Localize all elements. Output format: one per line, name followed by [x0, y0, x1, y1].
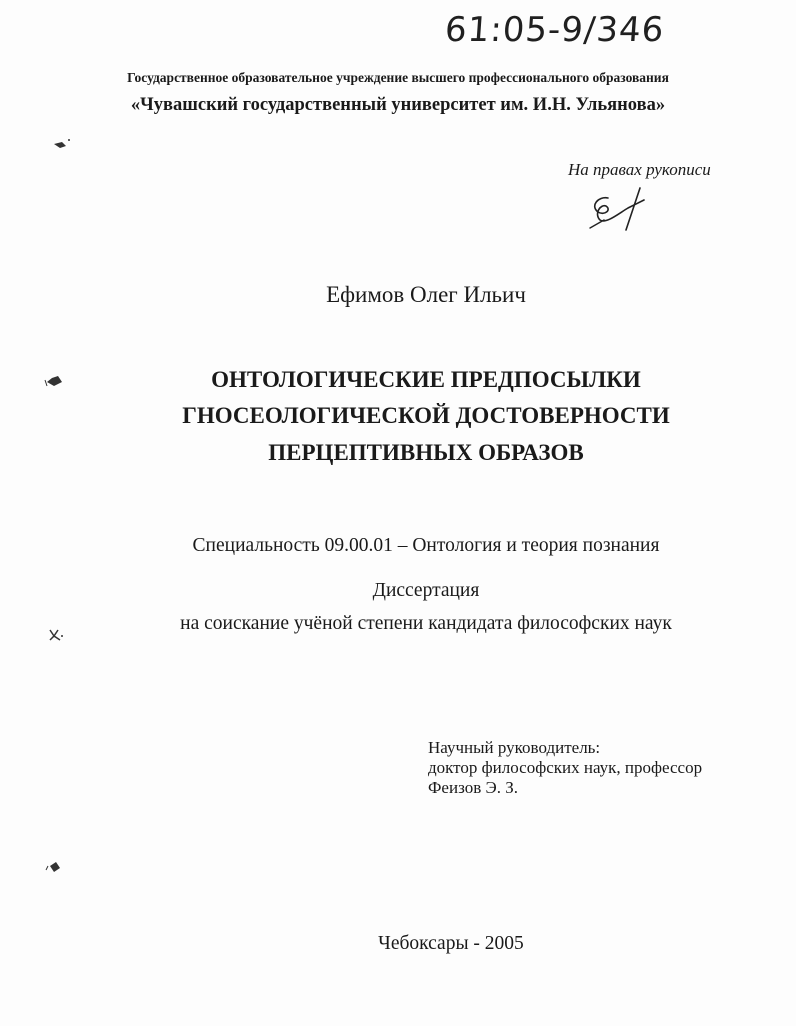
advisor-rank: доктор философских наук, профессор — [428, 758, 703, 777]
advisor-label: Научный руководитель: — [428, 738, 601, 757]
advisor-name: Феизов Э. З. — [428, 778, 518, 797]
archive-code: 61:05-9/346 — [443, 10, 666, 50]
author-name: Ефимов Олег Ильич — [326, 282, 526, 307]
title-line-1: ОНТОЛОГИЧЕСКИЕ ПРЕДПОСЫЛКИ — [211, 367, 641, 392]
degree: на соискание учёной степени кандидата философских наук — [180, 613, 672, 634]
scan-mark-icon — [44, 372, 68, 390]
document-type: Диссертация — [372, 580, 480, 601]
handwritten-signature — [578, 180, 658, 232]
title-line-3: ПЕРЦЕПТИВНЫХ ОБРАЗОВ — [268, 440, 584, 465]
scan-mark-icon — [50, 134, 74, 152]
institution-line-2: «Чувашский государственный университет им. И.Н. Ульянова» — [130, 95, 666, 115]
specialty: Специальность 09.00.01 – Онтология и теория познания — [192, 535, 660, 556]
scientific-advisor — [428, 738, 702, 798]
scan-mark-icon — [44, 626, 68, 644]
title-line-2: ГНОСЕОЛОГИЧЕСКОЙ ДОСТОВЕРНОСТИ — [182, 403, 670, 428]
institution-line-1: Государственное образовательное учреждение высшего профессионального образования — [127, 70, 669, 85]
city-year: Чебоксары - 2005 — [378, 933, 524, 954]
rights-note: На правах рукописи — [568, 160, 711, 179]
scan-mark-icon — [44, 858, 68, 876]
